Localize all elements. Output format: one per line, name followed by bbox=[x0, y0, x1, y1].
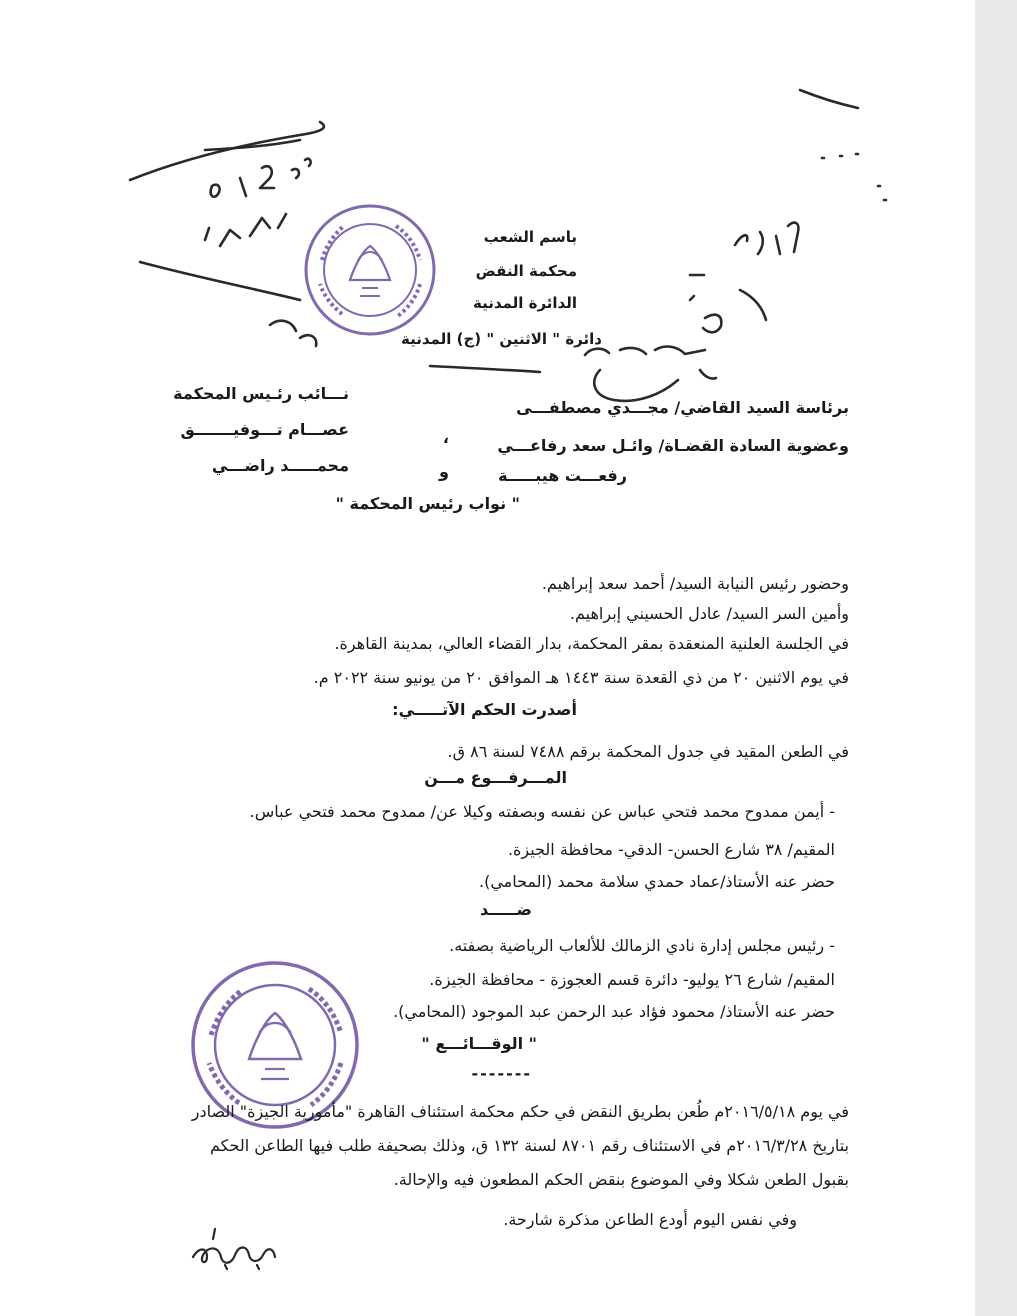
header-line-court: محكمة النقض bbox=[475, 262, 577, 280]
bench-and: و bbox=[439, 462, 449, 481]
respondent: - رئيس مجلس إدارة نادي الزمالك للألعاب الرياضية بصفته. bbox=[449, 936, 835, 955]
attendance-date: في يوم الاثنين ٢٠ من ذي القعدة سنة ١٤٤٣ هـ الموافق ٢٠ من يونيو سنة ٢٠٢٢ م. bbox=[313, 668, 849, 687]
bench-member-3: رفعـــت هيبـــــة bbox=[498, 466, 627, 485]
against-heading: ضـــــد bbox=[479, 900, 532, 919]
respondent-counsel: حضر عنه الأستاذ/ محمود فؤاد عبد الرحمن عبد الموجود (المحامي). bbox=[393, 1002, 835, 1021]
facts-divider: ------- bbox=[471, 1064, 532, 1083]
facts-paragraph-line-3: بقبول الطعن شكلا وفي الموضوع بنقض الحكم المطعون فيه والإحالة. bbox=[393, 1170, 849, 1189]
facts-paragraph-line-4: وفي نفس اليوم أودع الطاعن مذكرة شارحة. bbox=[503, 1210, 797, 1229]
facts-heading: " الوقـــائـــع " bbox=[421, 1034, 537, 1053]
ruling-heading: أصدرت الحكم الآتـــــي: bbox=[392, 700, 577, 719]
ruling-appeal: في الطعن المقيد في جدول المحكمة برقم ٧٤٨٨ لسنة ٨٦ ق. bbox=[447, 742, 849, 761]
appellant-address: المقيم/ ٣٨ شارع الحسن- الدقي- محافظة الجيزة. bbox=[507, 840, 835, 859]
header-line-people: باسم الشعب bbox=[483, 228, 577, 246]
header-line-chamber: دائرة " الاثنين " (ج) المدنية bbox=[401, 330, 602, 348]
facts-paragraph-line-1: في يوم ٢٠١٦/٥/١٨م طُعن بطريق النقض في حكم محكمة استئناف القاهرة "مأمورية الجيزة" الصادر bbox=[191, 1102, 849, 1121]
facts-paragraph-line-2: بتاريخ ٢٠١٦/٣/٢٨م في الاستئناف رقم ٨٧٠١ لسنة ١٣٢ ق، وذلك بصحيفة طلب فيها الطاعن الحكم bbox=[210, 1136, 849, 1155]
appellant-counsel: حضر عنه الأستاذ/عماد حمدي سلامة محمد (المحامي). bbox=[478, 872, 835, 891]
filed-by-heading: المـــرفـــوع مـــن bbox=[424, 768, 567, 787]
attendance-secretary: وأمين السر السيد/ عادل الحسيني إبراهيم. bbox=[569, 604, 849, 623]
court-seal-icon bbox=[300, 200, 440, 340]
bench-member-2: عصـــام تـــوفيـــــــق bbox=[180, 420, 349, 439]
header-line-circuit: الدائرة المدنية bbox=[473, 294, 577, 312]
respondent-address: المقيم/ شارع ٢٦ يوليو- دائرة قسم العجوزة - محافظة الجيزة. bbox=[429, 970, 835, 989]
bench-members: وعضوية السادة القضـاة/ وائـل سعد رفاعـــي bbox=[497, 436, 849, 455]
signature-icon bbox=[185, 1225, 305, 1275]
scan-margin bbox=[975, 0, 1017, 1316]
bench-member-4: محمـــــد راضـــي bbox=[211, 456, 349, 475]
attendance-prosecutor: وحضور رئيس النيابة السيد/ أحمد سعد إبراهيم. bbox=[541, 574, 849, 593]
bench-presiding: برئاسة السيد القاضي/ مجـــدي مصطفـــى bbox=[516, 398, 849, 417]
bench-comma: ، bbox=[442, 428, 449, 447]
handwritten-annotations bbox=[0, 0, 975, 420]
attendance-session: في الجلسة العلنية المنعقدة بمقر المحكمة، بدار القضاء العالي، بمدينة القاهرة. bbox=[334, 634, 849, 653]
bench-deputies: " نواب رئيس المحكمة " bbox=[335, 494, 520, 513]
appellant: - أيمن ممدوح محمد فتحي عباس عن نفسه وبصفته وكيلا عن/ ممدوح محمد فتحي عباس. bbox=[249, 802, 835, 821]
bench-presiding-title: نـــائب رئـيس المحكمة bbox=[173, 384, 349, 403]
